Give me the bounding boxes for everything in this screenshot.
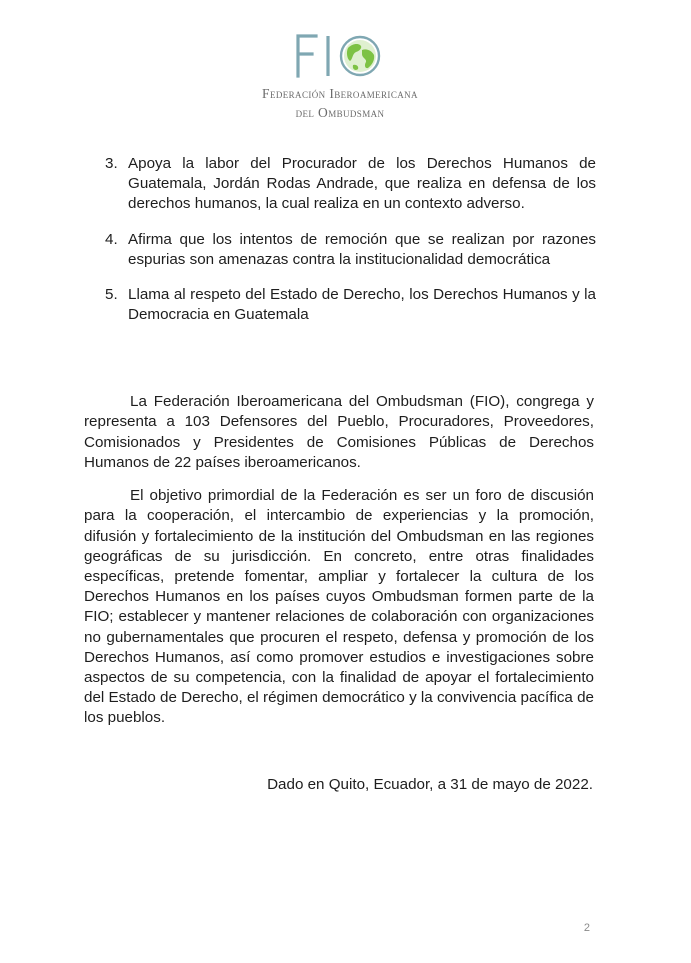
list-item — [100, 285, 596, 325]
list-item-text: Afirma que los intentos de remoción que se realizan por razones espurias son amenazas contra la institucionalidad democrática — [128, 230, 596, 268]
organization-name-line1: Federación Iberoamericana — [262, 86, 418, 101]
place-and-date: Dado en Quito, Ecuador, a 31 de mayo de 2022. — [267, 776, 593, 793]
page-number: 2 — [583, 922, 590, 934]
resolution-list — [100, 154, 596, 340]
list-item — [100, 230, 596, 270]
list-item — [100, 154, 596, 215]
organization-name-line2: del Ombudsman — [295, 105, 385, 120]
list-item-number: 3. — [105, 155, 118, 172]
fio-logo-graphic — [290, 32, 390, 80]
fio-logo — [290, 32, 390, 80]
list-item-number: 5. — [105, 286, 118, 304]
list-item-text: Apoya la labor del Procurador de los Derechos Humanos de Guatemala, Jordán Rodas Andrade, que realiza en defensa de los derechos humanos, la cual realiza en un contexto adverso. — [128, 155, 596, 213]
list-item-number: 4. — [105, 230, 118, 248]
list-item-text: Llama al respeto del Estado de Derecho, los Derechos Humanos y la Democracia en Guatemala — [128, 286, 596, 324]
paragraph-fio-description: La Federación Iberoamericana del Ombudsman (FIO), congrega y representa a 103 Defensores del Pueblo, Procuradores, Proveedores, Comisionados y Presidentes de Comisiones Públicas de Derechos Humanos de 22 países iberoamericanos. — [84, 393, 594, 471]
organization-name — [200, 84, 480, 122]
paragraph-fio-objective: El objetivo primordial de la Federación es ser un foro de discusión para la cooperación, el intercambio de experiencias y la promoción, difusión y fortalecimiento de la institución del Ombudsman en las regiones geográficas de su jurisdicción. En concreto, entre otras finalidades específicas, pretende fomentar, ampliar y fortalecer la cultura de los Derechos Humanos en los países cuyos Ombudsman formen parte de la FIO; establecer y mantener relaciones de colaboración con organizaciones no gubernamentales que procuren el respeto, defensa y promoción de los Derechos Humanos, así como promover estudios e investigaciones sobre aspectos de su competencia, con la finalidad de apoyar el fortalecimiento del Estado de Derecho, el régimen democrático y la convivencia pacífica de los pueblos. — [84, 487, 594, 727]
